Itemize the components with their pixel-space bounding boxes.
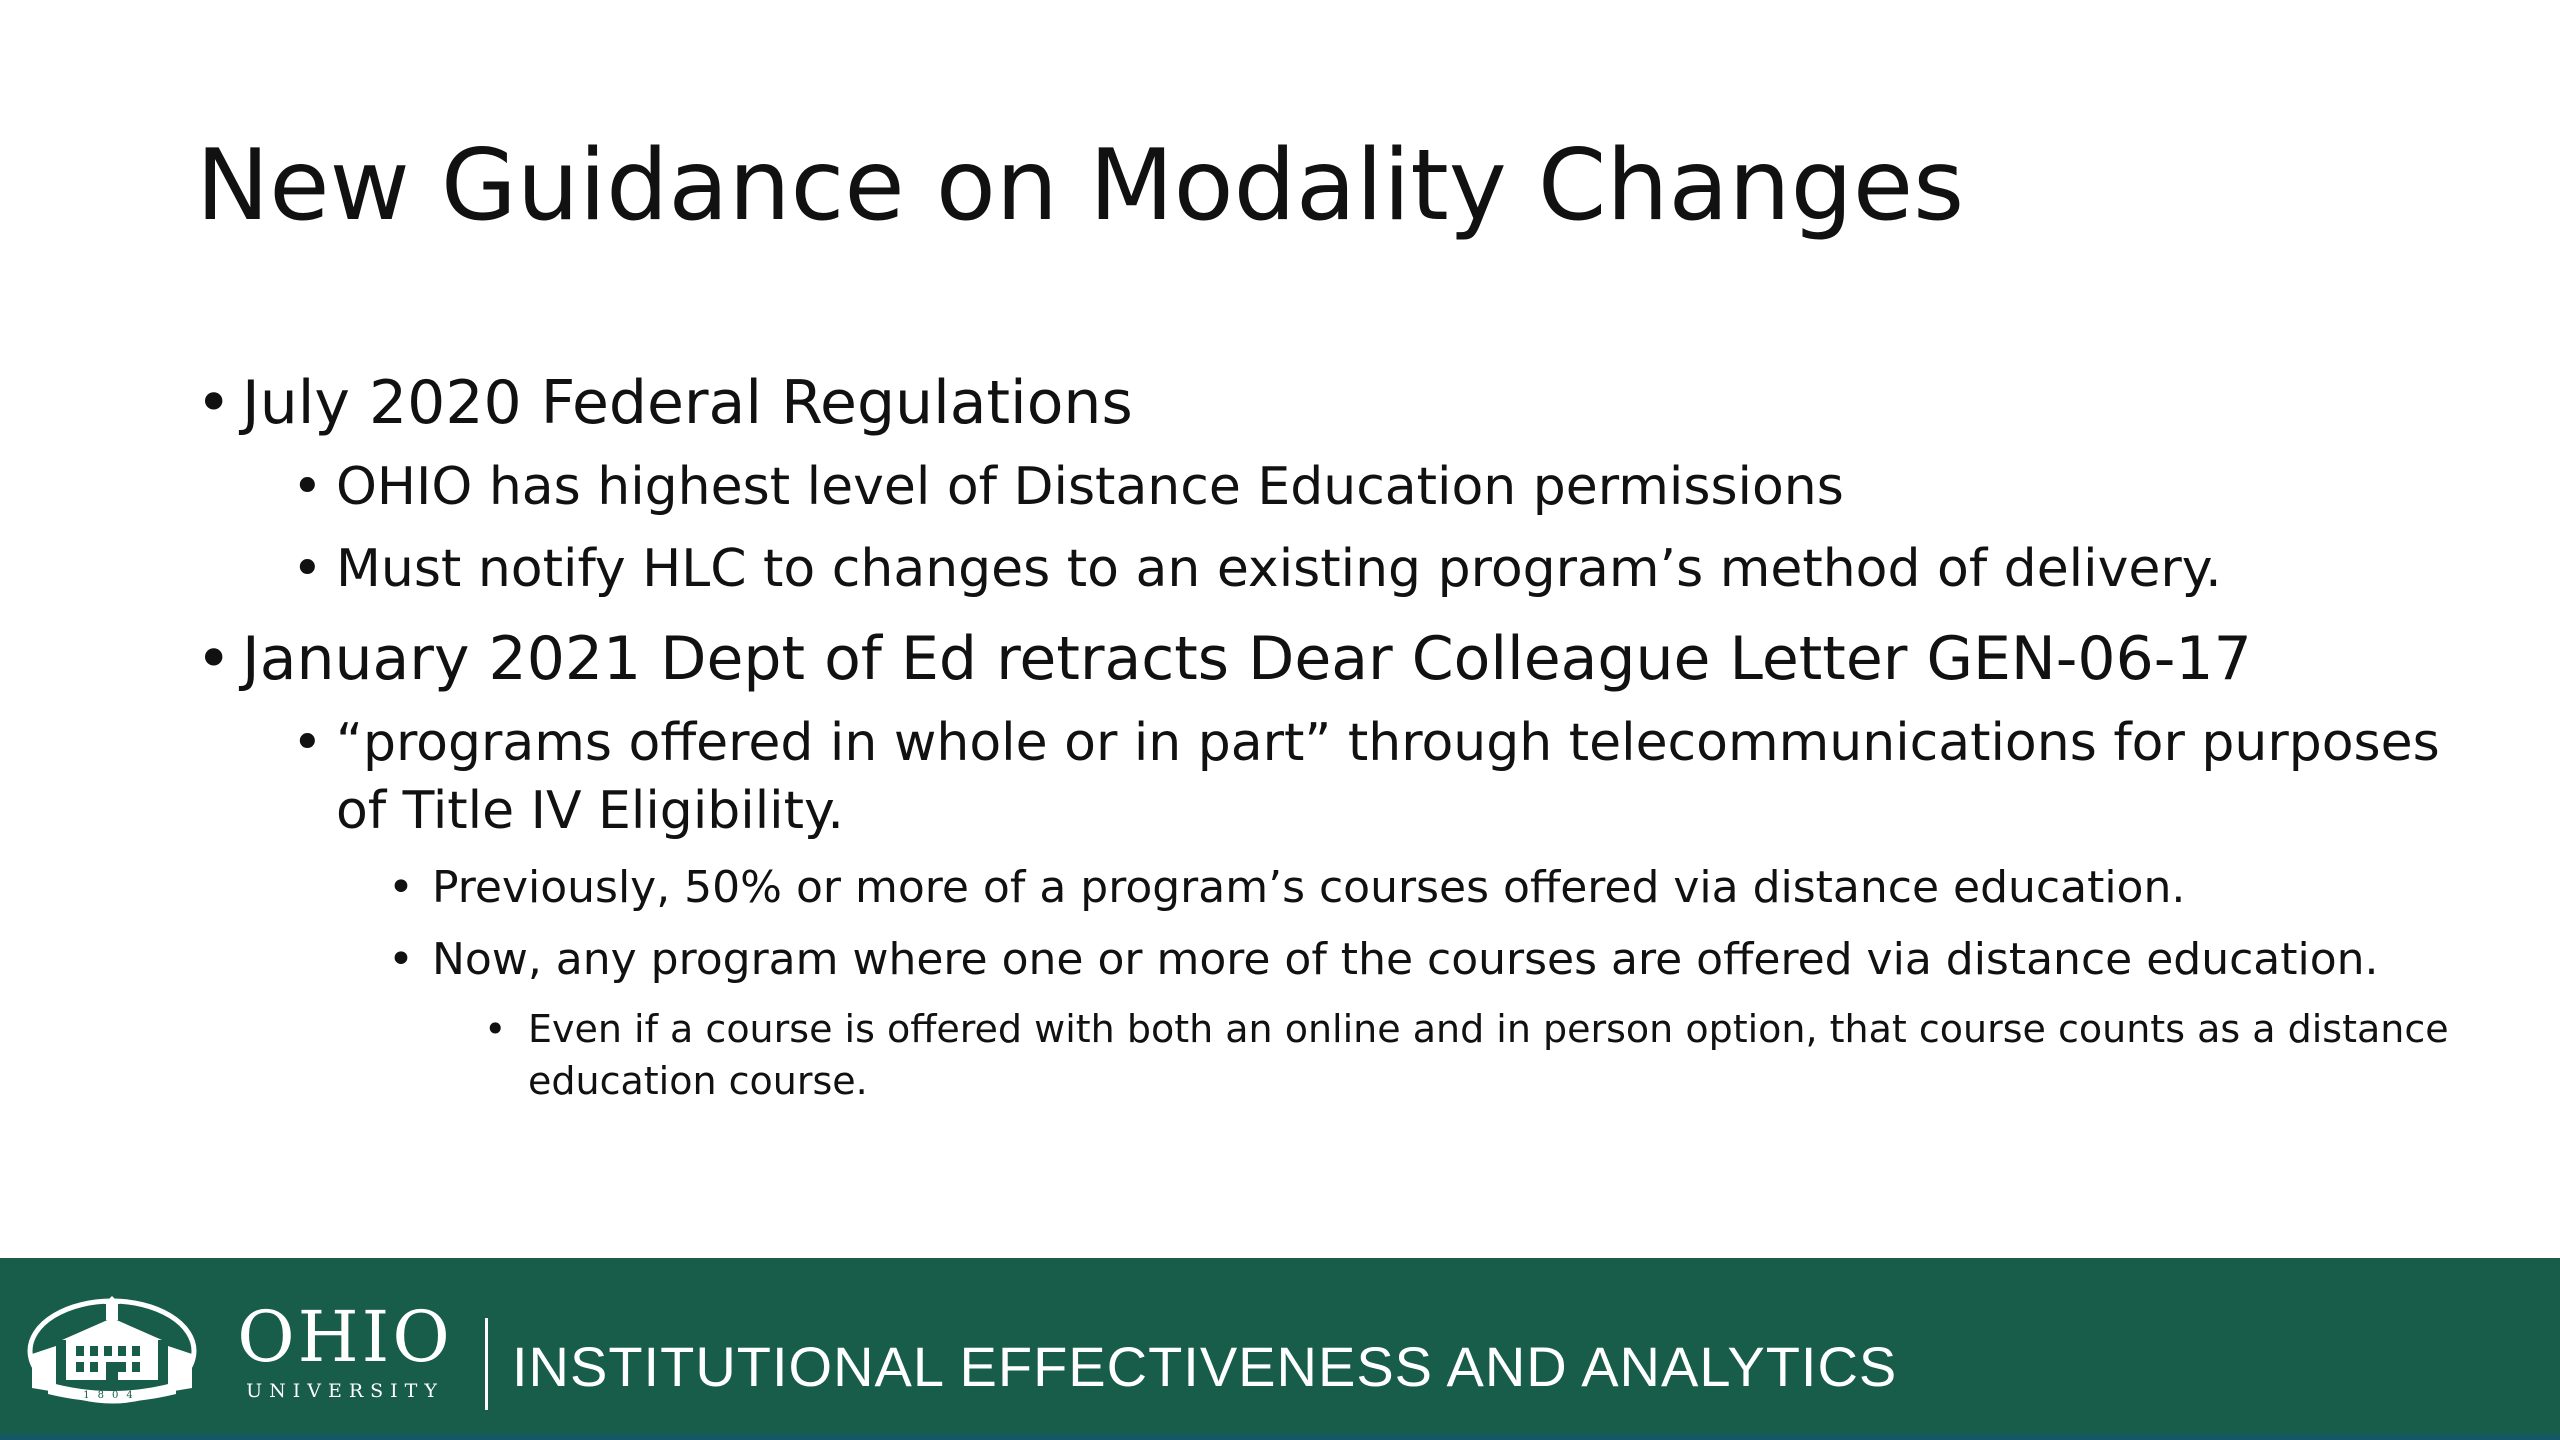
footer-divider [485, 1318, 488, 1410]
slide-title: New Guidance on Modality Changes [196, 129, 1965, 243]
bullet-dot-icon: • [388, 862, 414, 913]
seal-year: 1804 [83, 1390, 141, 1401]
bullet-text: Even if a course is offered with both an online and in person option, that course counts as a distance education course. [528, 1007, 2449, 1103]
brand-name: OHIO [237, 1296, 453, 1378]
bullet-dot-icon: • [196, 624, 232, 694]
bullet-item [196, 365, 2456, 441]
bullet-text: Now, any program where one or more of the courses are offered via distance education. [432, 934, 2379, 985]
bullet-dot-icon: • [292, 713, 323, 773]
bullet-text: Must notify HLC to changes to an existing program’s method of delivery. [336, 539, 2222, 599]
bullet-text: “programs offered in whole or in part” through telecommunications for purposes of Title IV Eligibility. [336, 713, 2440, 841]
university-seal-icon [26, 1296, 198, 1406]
sub-bullet-item [292, 453, 2456, 521]
bullet-text: January 2021 Dept of Ed retracts Dear Colleague Letter GEN-06-17 [242, 624, 2252, 694]
brand-sub: UNIVERSITY [246, 1380, 444, 1402]
bullet-dot-icon: • [388, 934, 414, 985]
bullet-dot-icon: • [292, 457, 323, 517]
bullet-text: Previously, 50% or more of a program’s courses offered via distance education. [432, 862, 2186, 913]
bullet-list [196, 365, 2456, 1115]
department-name: INSTITUTIONAL EFFECTIVENESS AND ANALYTICS [512, 1335, 1898, 1398]
university-wordmark [225, 1296, 465, 1404]
bullet-dot-icon: • [292, 539, 323, 599]
bullet-item [196, 621, 2456, 697]
footer-banner [0, 1258, 2560, 1440]
sub-sub-bullet-item [388, 859, 2456, 917]
sub-sub-bullet-item [388, 931, 2456, 989]
bullet-text: July 2020 Federal Regulations [242, 368, 1133, 438]
sub-bullet-item [292, 535, 2456, 603]
footer-bottom-line [0, 1434, 2560, 1440]
deep-bullet-item [484, 1003, 2456, 1107]
bullet-text: OHIO has highest level of Distance Education permissions [336, 457, 1844, 517]
bullet-dot-icon: • [484, 1007, 507, 1051]
sub-bullet-item [292, 709, 2456, 845]
bullet-dot-icon: • [196, 368, 232, 438]
